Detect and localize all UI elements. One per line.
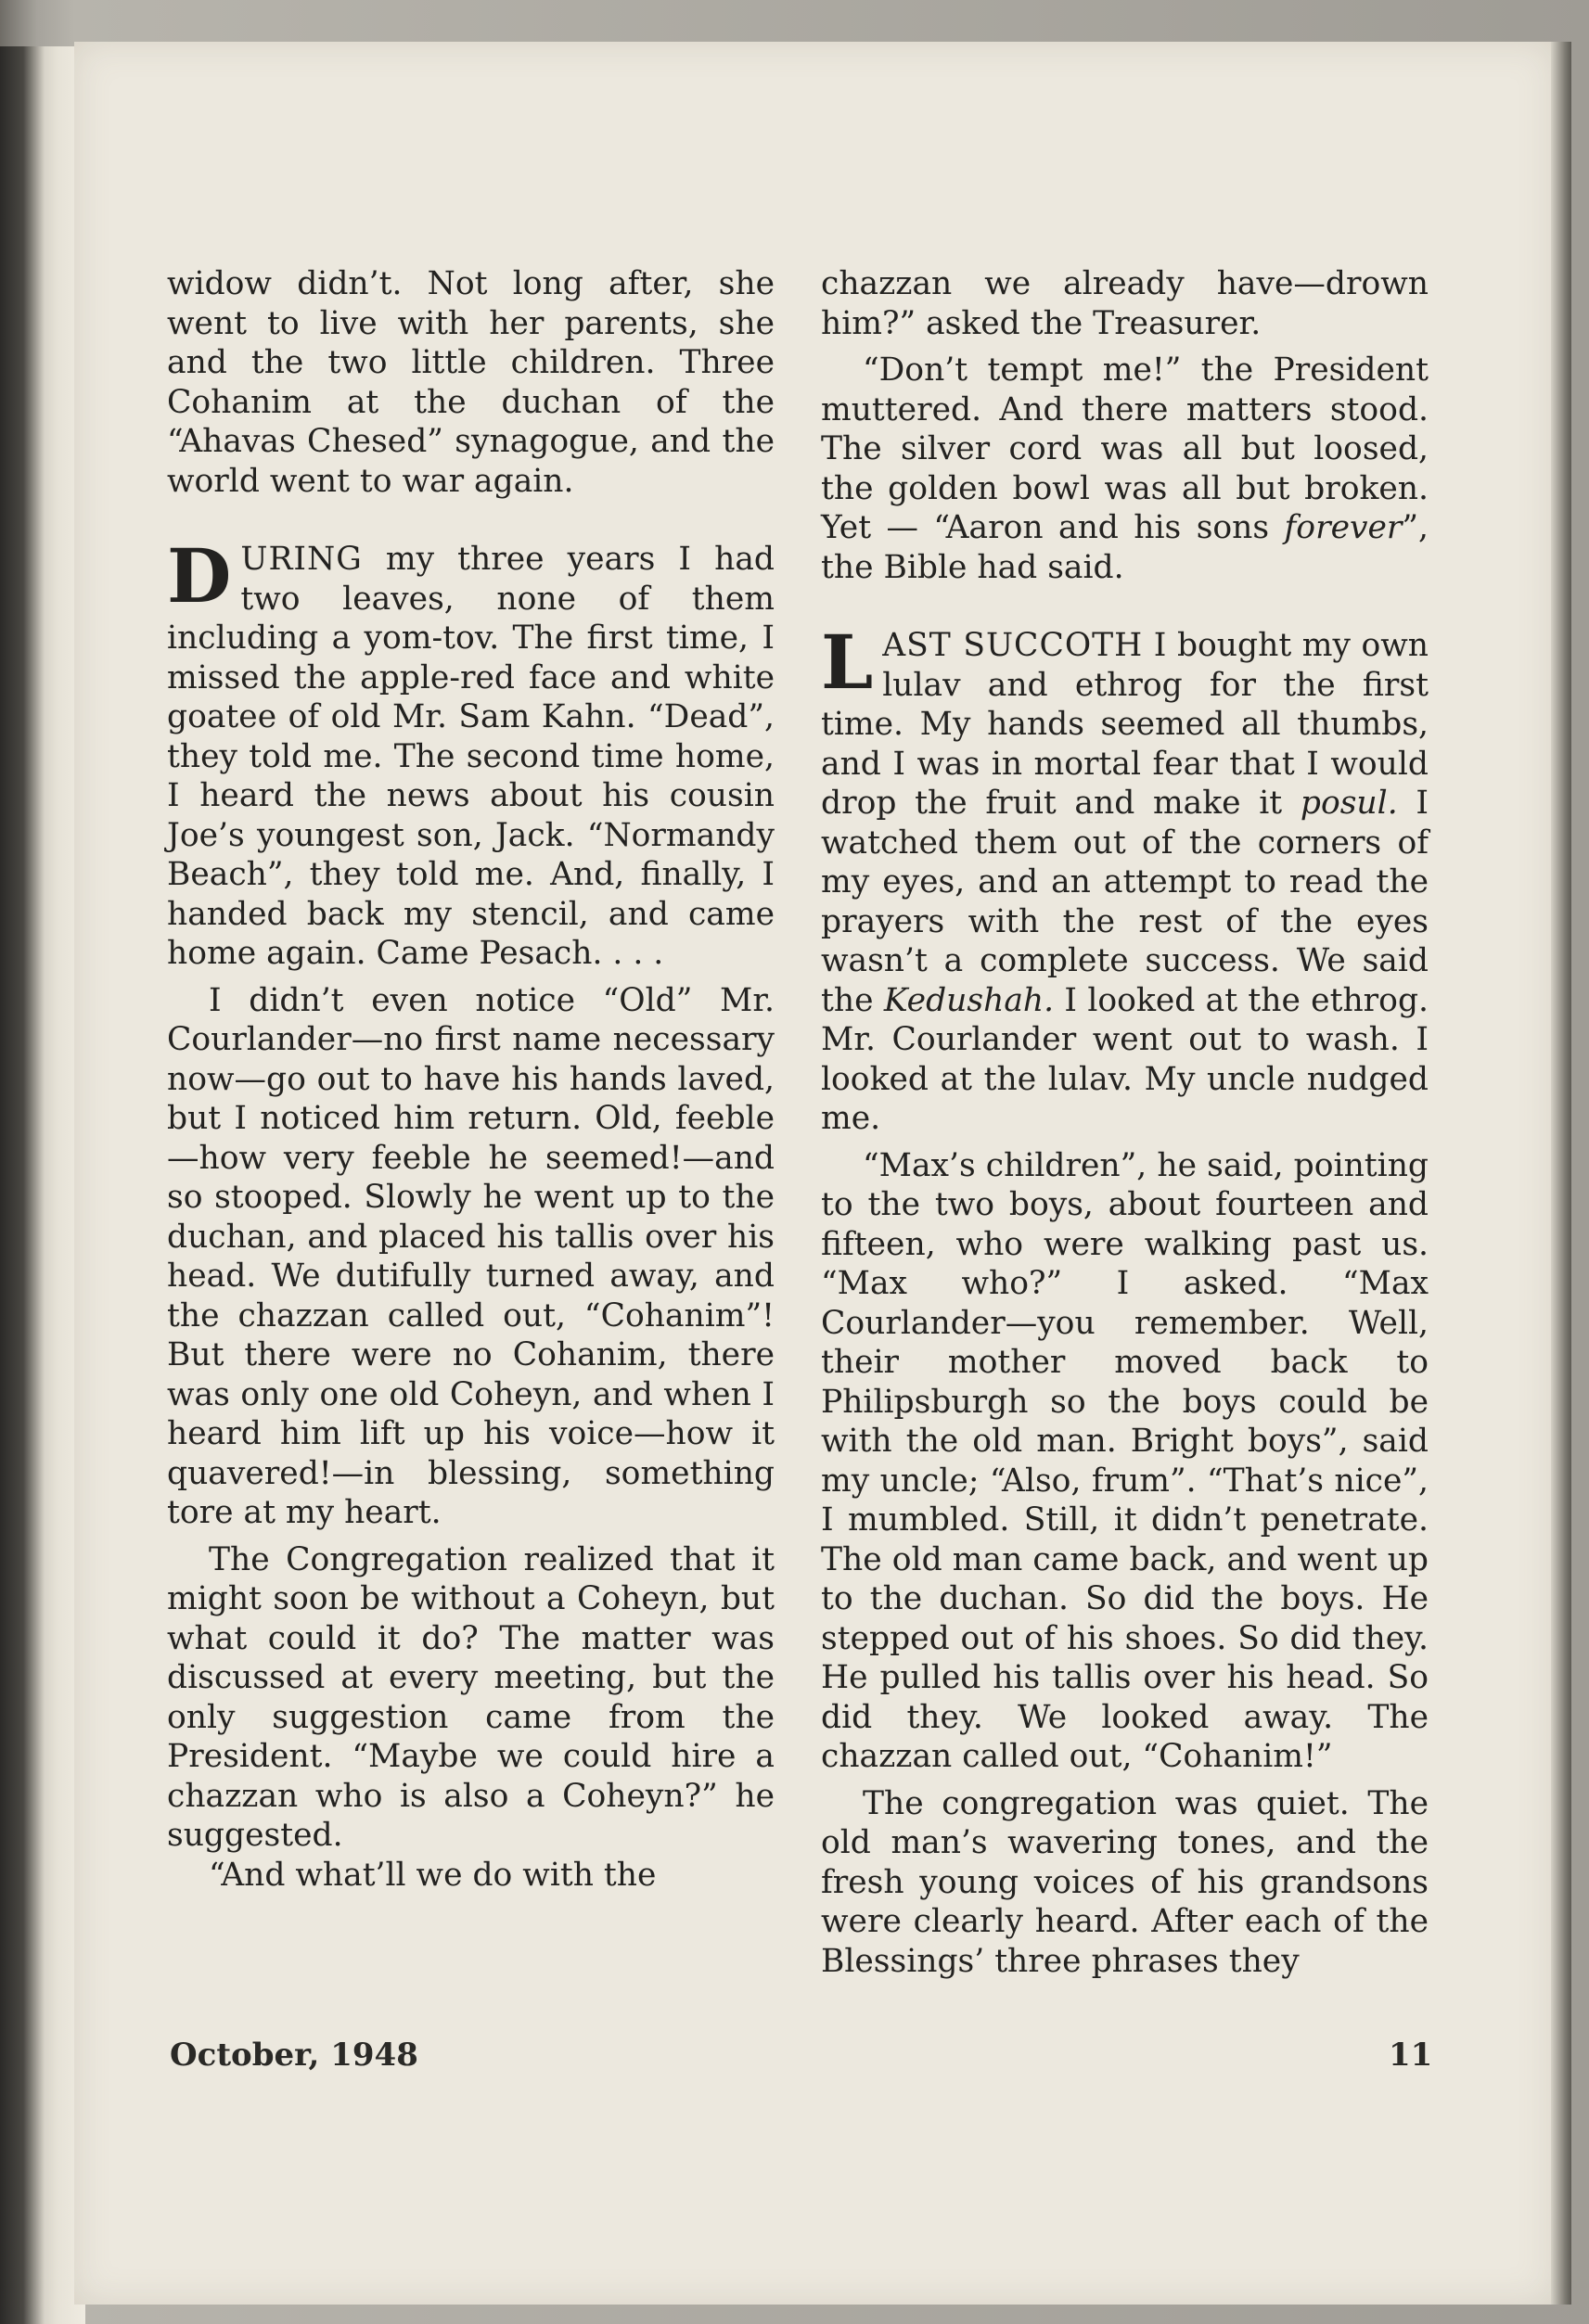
right-column [821, 264, 1429, 1981]
paragraph: The Congregation realized that it might soon be without a Coheyn, but what could it do? The matter was discussed at every meeting, but the only suggestion came from the President. “Maybe we could hire a chazzan who is also a Coheyn?” he suggested. [167, 1540, 775, 1854]
paragraph [821, 351, 1429, 587]
paragraph: widow didn’t. Not long after, she went to live with her parents, she and the two little children. Three Cohanim at the duchan of the “Ahavas Chesed” synagogue, and the world went to war again. [167, 265, 775, 500]
italic-text: forever [1284, 509, 1403, 546]
drop-cap: D [167, 532, 232, 619]
paragraph: The congregation was quiet. The old man’s wavering tones, and the fresh young voices of his grandsons were clearly heard. After each of the Blessings’ three phrases they [821, 1784, 1429, 1980]
lead-in-caps: AST SUCCOTH [882, 627, 1144, 664]
paragraph: “Max’s children”, he said, pointing to the two boys, about fourteen and fifteen, who were walking past us. “Max who?” I asked. “Max Courlander—you remember. Well, their mother moved back to Philipsburgh so the boys could be with the old man. Bright boys”, said my uncle; “Also, frum”. “That’s nice”, I mumbled. Still, it didn’t penetrate. The old man came back, and went up to the duchan. So did the boys. He stepped out of his shoes. So did they. He pulled his tallis over his head. So did they. We looked away. The chazzan called out, “Cohanim!” [821, 1146, 1429, 1775]
lead-in-caps: URING [240, 541, 363, 578]
book-spine [0, 46, 85, 2324]
paragraph: I didn’t even notice “Old” Mr. Courlander—no first name necessary now—go out to have his hands laved, but I noticed him return. Old, feeble—how very feeble he seemed!—and so stooped. Slowly he went up to the duchan, and placed his tallis over his head. We dutifully turned away, and the chazzan called out, “Cohanim”! But there were no Cohanim, there was only one old Coheyn, and when I heard him lift up his voice—how it quavered!—in blessing, something tore at my heart. [167, 981, 775, 1531]
paragraph: “And what’ll we do with the [209, 1856, 657, 1894]
paragraph-text: ”, the Bible had said. [821, 509, 1429, 586]
italic-text: Kedushah. [883, 981, 1055, 1019]
drop-cap: L [821, 619, 874, 706]
page-number: 11 [1389, 2037, 1433, 2074]
paragraph-dropcap [167, 532, 775, 974]
paragraph-text: “Don’t tempt me!” the President muttered. And there matters stood. The silver cord was all but loosed, the golden bowl was all but broken. Yet — “Aaron and his sons [821, 351, 1429, 546]
paragraph-text: I watched them out of the corners of my eyes, and an attempt to read the prayers with the rest of the eyes wasn’t a complete success. We said the [821, 785, 1429, 1019]
paragraph-text: I looked at the ethrog. Mr. Courlander went out to wash. I looked at the lulav. My uncle nudged me. [821, 981, 1429, 1137]
paragraph-dropcap [821, 619, 1429, 1139]
italic-text: posul. [1300, 785, 1398, 822]
paragraph-text: my three years I had two leaves, none of them including a yom-tov. The first time, I missed the apple-red face and white goatee of old Mr. Sam Kahn. “Dead”, they told me. The second time home, I heard the news about his cousin Joe’s youngest son, Jack. “Normandy Beach”, they told me. And, finally, I handed back my stencil, and came home again. Came Pesach. . . . [167, 541, 775, 972]
paragraph-text: I bought my own lulav and ethrog for the first time. My hands seemed all thumbs, and I was in mortal fear that I would drop the fruit and make it [821, 627, 1429, 822]
left-column [167, 264, 775, 1895]
page-edge [1551, 42, 1571, 2305]
issue-date: October, 1948 [170, 2037, 418, 2074]
paragraph: chazzan we already have—drown him?” asked the Treasurer. [821, 265, 1429, 342]
